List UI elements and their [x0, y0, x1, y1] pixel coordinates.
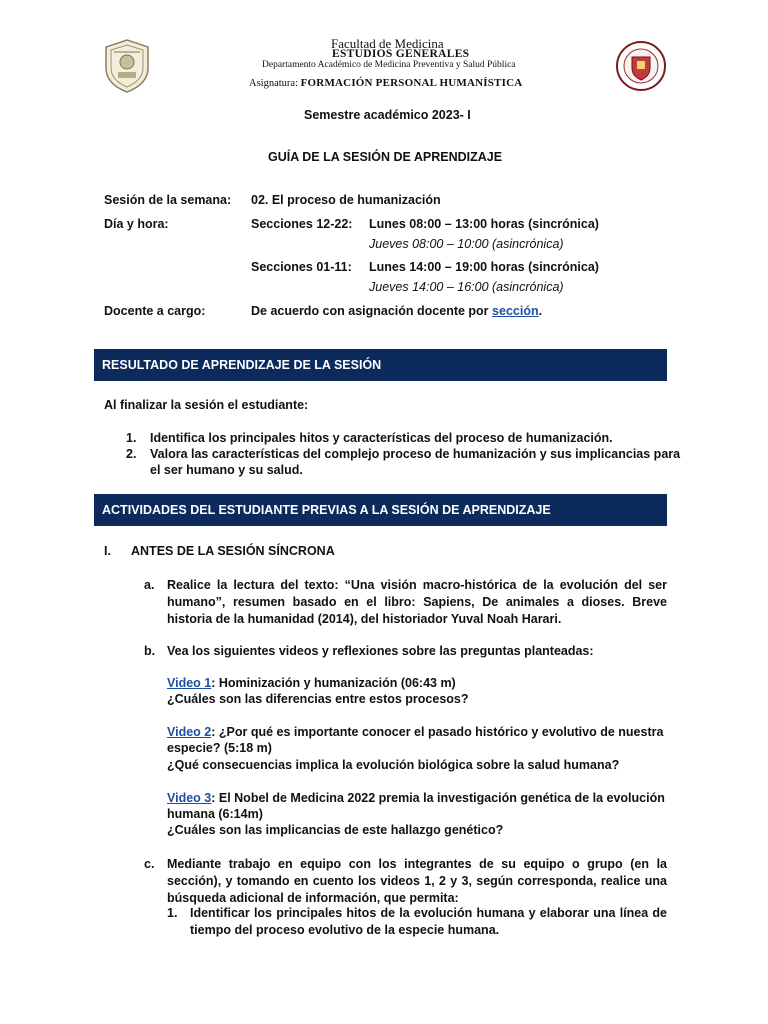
teacher-text: De acuerdo con asignación docente por	[251, 304, 489, 318]
video-3-line	[167, 790, 665, 807]
week-value: 02. El proceso de humanización	[251, 193, 441, 207]
item-c-sub-number: 1.	[167, 906, 178, 920]
teacher-label: Docente a cargo:	[104, 304, 206, 318]
results-intro: Al finalizar la sesión el estudiante:	[104, 398, 309, 412]
results-item-2-line-2: el ser humano y su salud.	[150, 463, 303, 477]
university-seal-logo	[102, 38, 152, 94]
semester-title: Semestre académico 2023- I	[304, 108, 471, 122]
sections-01-11-label: Secciones 01-11:	[251, 260, 352, 274]
video-2-title: : ¿Por qué es importante conocer el pasado histórico y evolutivo de nuestra	[211, 725, 664, 739]
part-number: I.	[104, 544, 111, 558]
video-1-question: ¿Cuáles son las diferencias entre estos procesos?	[167, 692, 469, 706]
video-2-question: ¿Qué consecuencias implica la evolución biológica sobre la salud humana?	[167, 758, 620, 772]
faculty-name: Facultad de Medicina	[331, 36, 444, 51]
video-1-link[interactable]: Video 1	[167, 676, 212, 690]
subject-line	[249, 77, 522, 89]
video-2-line	[167, 724, 663, 741]
video-2-link[interactable]: Video 2	[167, 725, 212, 739]
results-item-1-number: 1.	[126, 431, 137, 445]
video-1-title: : Hominización y humanización (06:43 m)	[211, 676, 456, 690]
subject-name: FORMACIÓN PERSONAL HUMANÍSTICA	[300, 77, 523, 89]
sections-01-11-sync: Lunes 14:00 – 19:00 horas (sincrónica)	[369, 260, 599, 274]
part-title: ANTES DE LA SESIÓN SÍNCRONA	[131, 544, 335, 558]
sections-12-22-label: Secciones 12-22:	[251, 217, 353, 231]
item-a-text: Realice la lectura del texto: “Una visión macro-histórica de la evolución del ser humano”, resumen basado en el libro: Sapiens, De animales a dioses. Breve historia de la humanidad (2014), del historiador Yuval Noah Harari.	[167, 578, 667, 626]
sections-12-22-async: Jueves 08:00 – 10:00 (asincrónica)	[369, 237, 564, 251]
activities-section-header: ACTIVIDADES DEL ESTUDIANTE PREVIAS A LA SESIÓN DE APRENDIZAJE	[94, 494, 667, 526]
results-item-1-text: Identifica los principales hitos y características del proceso de humanización.	[150, 431, 613, 445]
subject-label: Asignatura:	[249, 78, 298, 89]
item-c-sub-text: Identificar los principales hitos de la evolución humana y elaborar una línea de tiempo del proceso evolutivo de la especie humana.	[190, 906, 667, 937]
results-section-header: RESULTADO DE APRENDIZAJE DE LA SESIÓN	[94, 349, 667, 381]
item-c-text: Mediante trabajo en equipo con los integrantes de su equipo o grupo (en la sección), y tomando en cuento los videos 1, 2 y 3, según corresponda, realice una búsqueda adicional de información, que permita:	[167, 857, 667, 905]
item-b-text: Vea los siguientes videos y reflexiones sobre las preguntas planteadas:	[167, 644, 594, 658]
item-c-letter: c.	[144, 857, 155, 871]
guide-title: GUÍA DE LA SESIÓN DE APRENDIZAJE	[268, 150, 503, 164]
section-link[interactable]: sección	[492, 304, 539, 318]
video-3-title-line-2: humana (6:14m)	[167, 807, 263, 821]
video-3-link[interactable]: Video 3	[167, 791, 212, 805]
department-name: Departamento Académico de Medicina Preventiva y Salud Pública	[262, 60, 516, 70]
video-3-question: ¿Cuáles son las implicancias de este hallazgo genético?	[167, 823, 504, 837]
teacher-value	[251, 304, 542, 318]
day-label: Día y hora:	[104, 217, 169, 231]
video-1-line	[167, 675, 456, 692]
program-name: ESTUDIOS GENERALES	[332, 48, 470, 60]
sections-12-22-sync: Lunes 08:00 – 13:00 horas (sincrónica)	[369, 217, 599, 231]
teacher-period: .	[538, 304, 543, 318]
item-a-letter: a.	[144, 578, 155, 592]
sections-01-11-async: Jueves 14:00 – 16:00 (asincrónica)	[369, 280, 564, 294]
week-label: Sesión de la semana:	[104, 193, 232, 207]
results-item-2-line-1: Valora las características del complejo proceso de humanización y sus implicancias para	[150, 447, 681, 461]
institution-round-logo	[615, 40, 667, 92]
video-3-title: : El Nobel de Medicina 2022 premia la investigación genética de la evolución	[211, 791, 665, 805]
item-b-letter: b.	[144, 644, 156, 658]
video-2-title-line-2: especie? (5:18 m)	[167, 741, 272, 755]
results-item-2-number: 2.	[126, 447, 137, 461]
